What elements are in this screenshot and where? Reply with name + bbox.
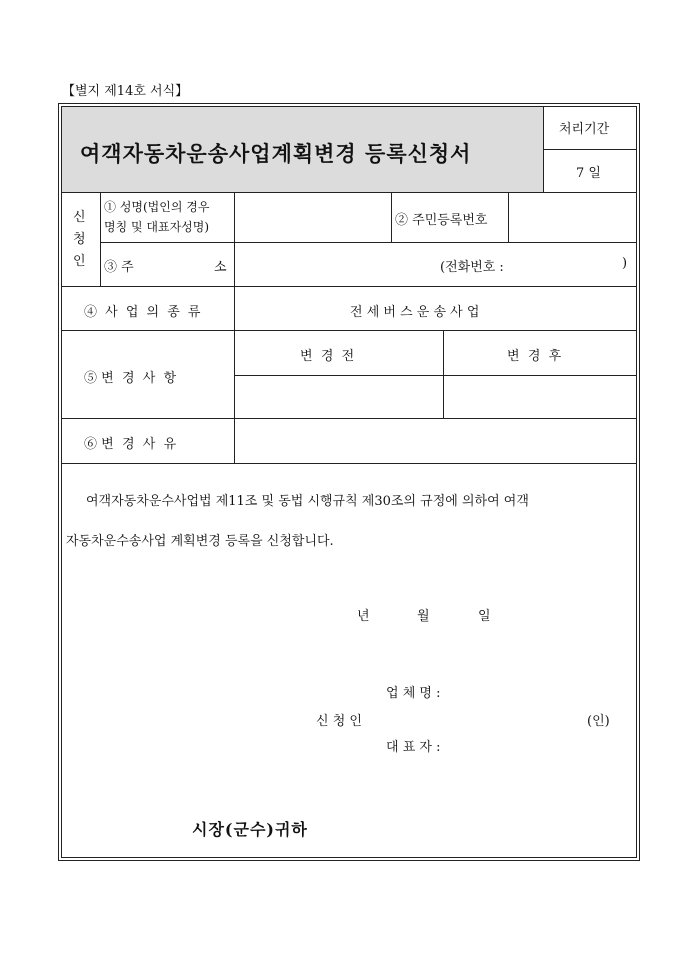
processing-period-label: 처리기간 [559,122,610,137]
phone-close: ) [622,256,628,271]
rule [100,242,637,243]
application-text-line1: 여객자동차운수사업법 제11조 및 동법 시행규칙 제30조의 규정에 의하여 여객 [86,494,529,509]
company-name-label: 업 체 명 : [386,686,441,701]
rrn-field[interactable] [512,200,634,236]
address-field[interactable] [240,250,430,280]
date-year: 년 [357,609,370,624]
recipient: 시장(군수)귀하 [192,820,308,839]
date-month: 월 [417,609,430,624]
applicant-group-label: 신 [73,210,86,225]
rule [61,330,637,331]
change-before-header: 변 경 전 [300,349,355,364]
change-after-field[interactable] [449,382,633,412]
rule [543,106,544,192]
address-label: 소 [214,260,227,275]
name-label: 명칭 및 대표자성명) [104,220,210,234]
date-day: 일 [478,609,491,624]
seal-mark: (인) [587,714,610,729]
rule [391,192,392,242]
name-field[interactable] [240,205,388,235]
rule [61,192,637,193]
change-reason-field[interactable] [240,426,633,456]
processing-period-value: 7 일 [576,166,601,181]
rrn-label: ② 주민등록번호 [395,213,488,228]
rule [443,330,444,418]
rule [100,192,101,286]
address-label: ③ 주 [104,260,134,275]
business-type-value: 전 세 버 스 운 송 사 업 [350,305,480,320]
name-label: ① 성명(법인의 경우 [104,200,210,214]
business-type-label: ④ 사 업 의 종 류 [84,305,203,320]
form-title: 여객자동차운송사업계획변경 등록신청서 [80,141,472,166]
applicant-group-label: 인 [73,254,86,269]
form-number-label: 【별지 제14호 서식】 [62,84,189,99]
applicant-group-label: 청 [73,232,86,247]
rule [61,286,637,287]
application-text-line2: 자동차운수송사업 계획변경 등록을 신청합니다. [66,534,334,549]
rule [543,149,637,150]
rule [508,192,509,242]
change-before-field[interactable] [240,382,438,412]
rule [61,463,637,464]
rule [234,192,235,463]
phone-label: (전화번호 : [440,260,504,275]
change-reason-label: ⑥ 변 경 사 유 [84,437,177,452]
representative-label: 대 표 자 : [386,740,441,755]
change-after-header: 변 경 후 [507,349,562,364]
rule [61,418,637,419]
rule [234,375,637,376]
applicant-label: 신 청 인 [316,714,362,729]
change-items-label: ⑤ 변 경 사 항 [84,371,177,386]
